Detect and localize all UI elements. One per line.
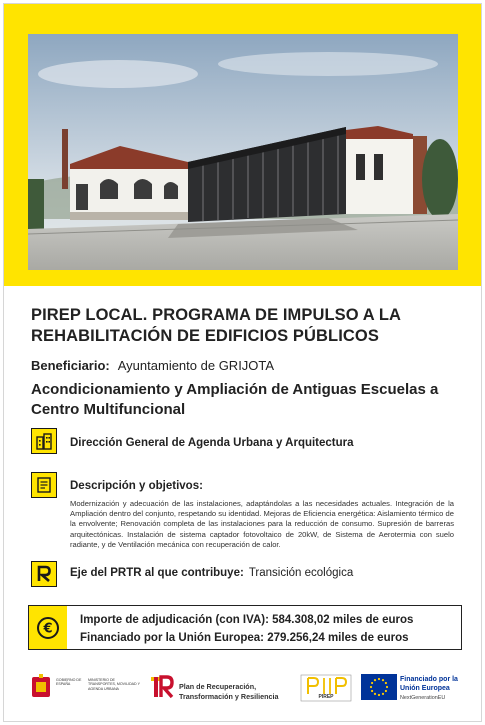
eu-flag-logo bbox=[361, 674, 397, 700]
beneficiary-label: Beneficiario: bbox=[31, 358, 110, 373]
project-title: Acondicionamiento y Ampliación de Antiguas Escuelas a Centro Multifuncional bbox=[31, 381, 439, 418]
photo-frame bbox=[4, 4, 481, 286]
beneficiary bbox=[31, 358, 274, 373]
prtr-value: Transición ecológica bbox=[248, 567, 354, 579]
poster bbox=[3, 3, 482, 722]
logos-strip bbox=[4, 668, 481, 708]
building-rendering bbox=[28, 34, 458, 270]
eu-funded-amount: Financiado por la Unión Europea: 279.256,24 miles de euros bbox=[80, 632, 409, 644]
next-gen-text: NextGenerationEU bbox=[400, 695, 446, 701]
svg-text:€: € bbox=[43, 621, 53, 636]
r-letter-icon bbox=[31, 561, 57, 587]
description-title: Descripción y objetivos: bbox=[70, 480, 203, 492]
page-title: PIREP LOCAL. PROGRAMA DE IMPULSO A LA REHABILITACIÓN DE EDIFICIOS PÚBLICOS bbox=[31, 306, 401, 345]
prtr-label: Eje del PRTR al que contribuye: bbox=[70, 567, 244, 579]
pirep-logo bbox=[300, 674, 352, 702]
amount-box bbox=[28, 605, 462, 650]
recovery-plan-text: Plan de Recuperación, Transformación y Resiliencia bbox=[179, 682, 279, 701]
document-icon bbox=[31, 472, 57, 498]
building-icon bbox=[31, 428, 57, 454]
directorate: Dirección General de Agenda Urbana y Arquitectura bbox=[70, 437, 354, 449]
eu-funded-text: Financiado por la Unión Europea bbox=[400, 676, 458, 692]
beneficiary-value: Ayuntamiento de GRIJOTA bbox=[117, 358, 275, 373]
spain-government-logo bbox=[30, 674, 142, 702]
award-amount: Importe de adjudicación (con IVA): 584.308,02 miles de euros bbox=[80, 614, 414, 626]
euro-icon bbox=[29, 606, 67, 649]
pirep-text: PIREP bbox=[318, 694, 334, 700]
gov-text-1: GOBIERNO DE ESPAÑA bbox=[56, 678, 82, 687]
gov-text-2: MINISTERIO DE TRANSPORTES, MOVILIDAD Y AGENDA URBANA bbox=[88, 678, 140, 691]
description-text: Modernización y adecuación de las instalaciones, adaptándolas a las necesidades actuales. Integración de la Ampliación dentro del conjunto, respetando su identidad. Mejoras de Eficiencia energética: Aislamiento térmico de la envolvente; Renovación completa de las instalaciones para la reducción de consumo. Supresión de barreras arquitectónicas. Instalación de sistema captador fotovoltaico de 20kW, de Sistema de Aerotermia con suelo radiante, y de Ventilación mecánica con recuperación de calor. bbox=[70, 499, 454, 549]
prtr-axis bbox=[70, 567, 353, 579]
